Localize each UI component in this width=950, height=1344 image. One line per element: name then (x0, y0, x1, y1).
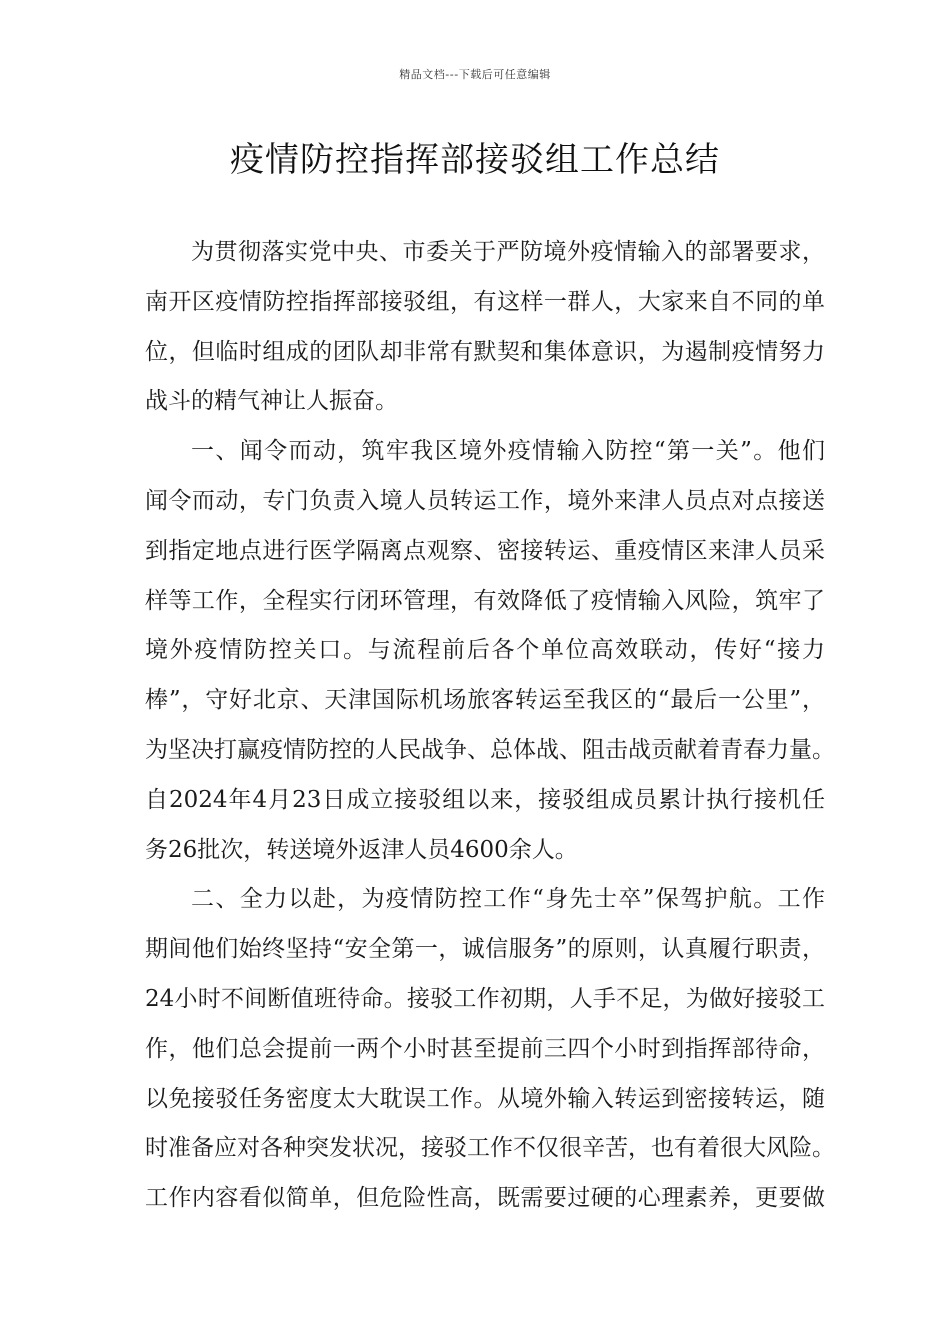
paragraph-line: 位，但临时组成的团队却非常有默契和集体意识，为遏制疫情努力 (145, 338, 825, 365)
document-body (145, 232, 835, 1228)
document-title: 疫情防控指挥部接驳组工作总结 (230, 140, 720, 180)
paragraph-line: 作，他们总会提前一两个小时甚至提前三四个小时到指挥部待命， (145, 1035, 825, 1062)
paragraph-line: 境外疫情防控关口。与流程前后各个单位高效联动，传好“接力 (145, 637, 825, 664)
paragraph-line: 自2024年4月23日成立接驳组以来，接驳组成员累计执行接机任 (145, 786, 825, 813)
paragraph-line: 一、闻令而动，筑牢我区境外疫情输入防控“第一关”。他们 (191, 438, 825, 465)
page-header-note: 精品文档---下载后可任意编辑 (399, 68, 551, 81)
paragraph-line: 24小时不间断值班待命。接驳工作初期，人手不足，为做好接驳工 (145, 985, 825, 1012)
paragraph-line: 务26批次，转送境外返津人员4600余人。 (145, 836, 578, 863)
paragraph-line: 棒”，守好北京、天津国际机场旅客转运至我区的“最后一公里”， (145, 687, 825, 714)
paragraph-line: 战斗的精气神让人振奋。 (145, 388, 398, 415)
paragraph-line: 南开区疫情防控指挥部接驳组，有这样一群人，大家来自不同的单 (145, 288, 825, 315)
paragraph-line: 时准备应对各种突发状况，接驳工作不仅很辛苦，也有着很大风险。 (145, 1135, 835, 1162)
paragraph-line: 二、全力以赴，为疫情防控工作“身先士卒”保驾护航。工作 (191, 886, 825, 913)
paragraph-line: 到指定地点进行医学隔离点观察、密接转运、重疫情区来津人员采 (145, 537, 825, 564)
paragraph-line: 以免接驳任务密度太大耽误工作。从境外输入转运到密接转运，随 (145, 1085, 825, 1112)
paragraph-line: 为坚决打赢疫情防控的人民战争、总体战、阻击战贡献着青春力量。 (145, 736, 835, 763)
paragraph-line: 为贯彻落实党中央、市委关于严防境外疫情输入的部署要求， (191, 239, 825, 265)
paragraph-line: 闻令而动，专门负责入境人员转运工作，境外来津人员点对点接送 (145, 487, 825, 514)
paragraph-line: 期间他们始终坚持“安全第一，诚信服务”的原则，认真履行职责， (145, 936, 825, 963)
paragraph-line: 工作内容看似简单，但危险性高，既需要过硬的心理素养，更要做 (145, 1185, 825, 1212)
paragraph-line: 样等工作，全程实行闭环管理，有效降低了疫情输入风险，筑牢了 (145, 587, 825, 614)
